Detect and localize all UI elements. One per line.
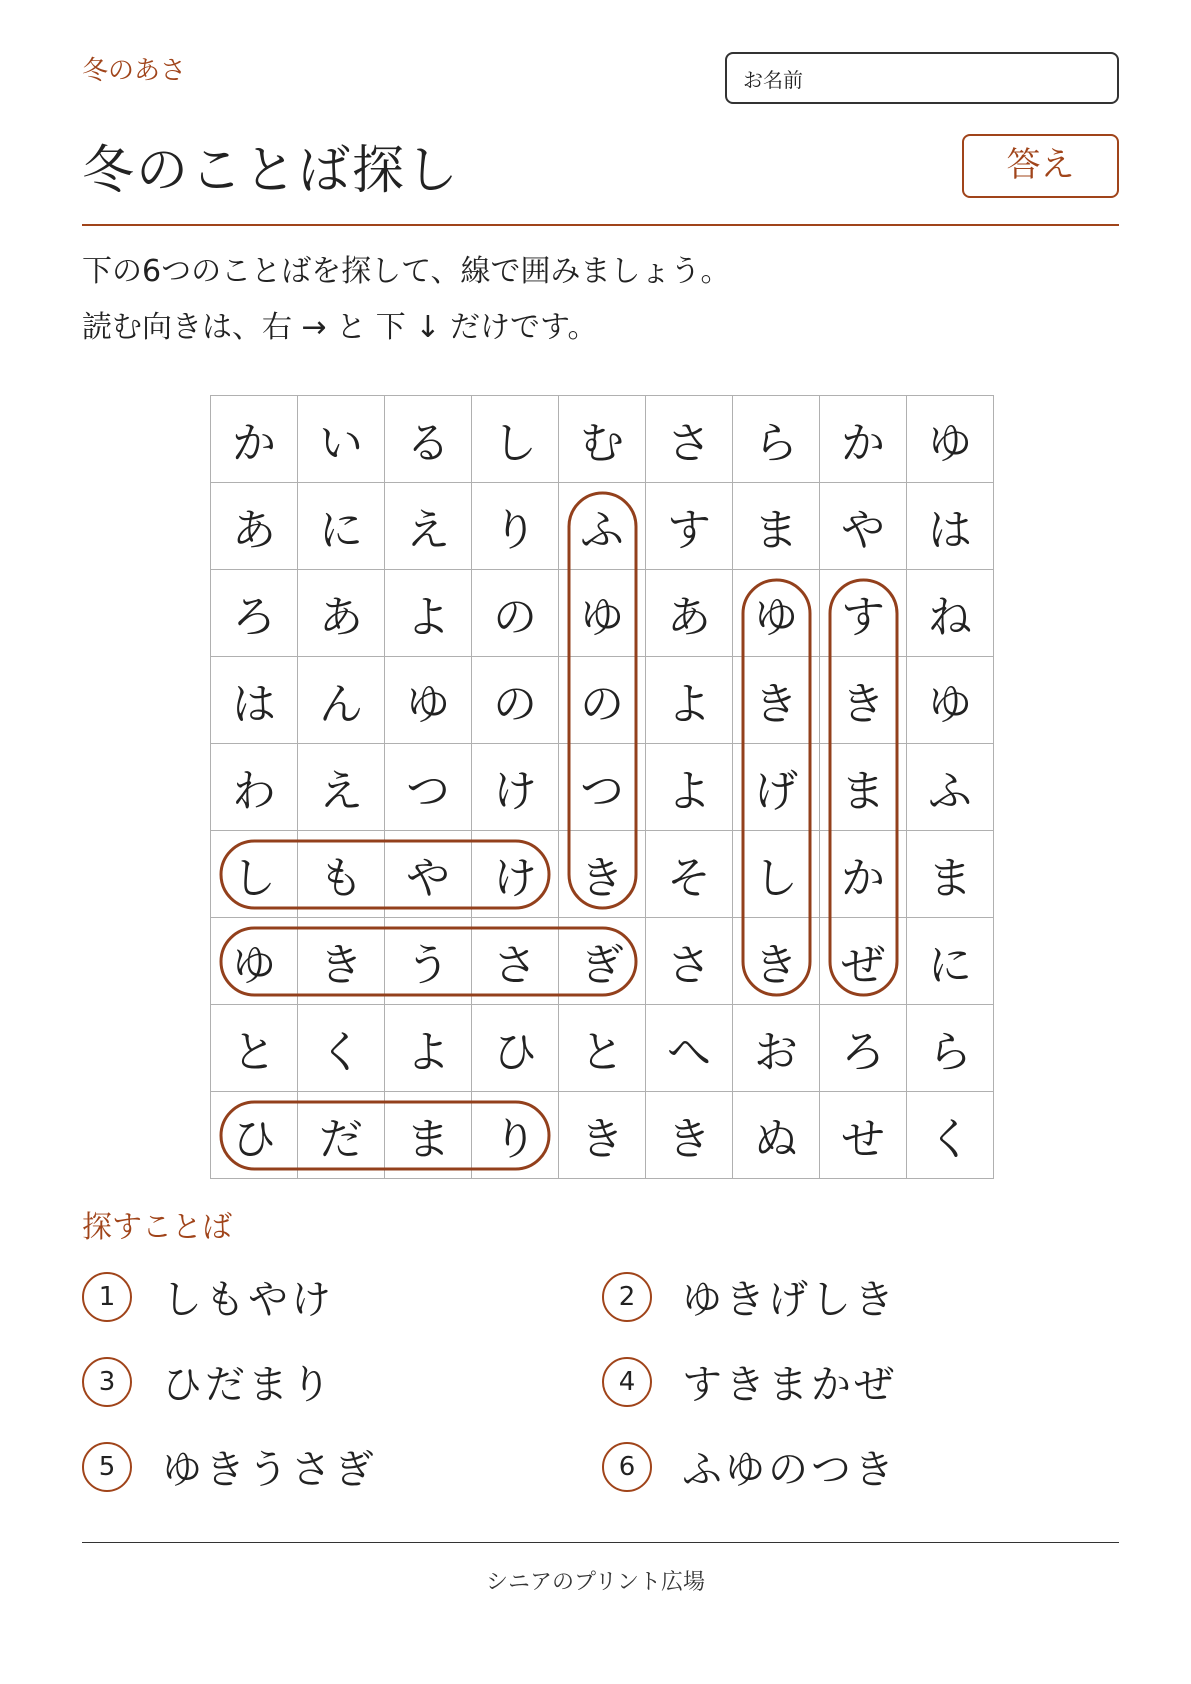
grid-cell: ゆ xyxy=(907,657,994,744)
footer-text: シニアのプリント広場 xyxy=(485,1570,706,1595)
grid-cell: き xyxy=(733,657,820,744)
grid-cell: さ xyxy=(646,918,733,1005)
number-circle: 3 xyxy=(82,1357,132,1407)
number-circle: 4 xyxy=(602,1357,652,1407)
grid-cell: き xyxy=(733,918,820,1005)
grid-cell: よ xyxy=(385,1005,472,1092)
grid-cell: ゆ xyxy=(907,396,994,483)
grid-cell: や xyxy=(385,831,472,918)
grid-cell: ろ xyxy=(820,1005,907,1092)
grid-cell: ま xyxy=(820,744,907,831)
word-text: ゆきうさぎ xyxy=(162,1447,377,1493)
grid-cell: き xyxy=(820,657,907,744)
page-subtitle: 冬のあさ xyxy=(82,56,187,86)
name-field-label: お名前 xyxy=(743,68,803,92)
grid-cell: さ xyxy=(472,918,559,1005)
grid-cell: し xyxy=(733,831,820,918)
instruction-line-1: 下の6つのことばを探して、線で囲みましょう。 xyxy=(82,254,731,289)
grid-cell: ん xyxy=(298,657,385,744)
grid-cell: わ xyxy=(211,744,298,831)
grid-cell: は xyxy=(907,483,994,570)
grid-cell: し xyxy=(472,396,559,483)
grid-cell: さ xyxy=(646,396,733,483)
grid-cell: け xyxy=(472,831,559,918)
grid-cell: ひ xyxy=(472,1005,559,1092)
grid-cell: だ xyxy=(298,1092,385,1179)
number-circle: 1 xyxy=(82,1272,132,1322)
grid-cell: や xyxy=(820,483,907,570)
grid-cell: く xyxy=(907,1092,994,1179)
grid-cell: ぬ xyxy=(733,1092,820,1179)
grid-cell: ひ xyxy=(211,1092,298,1179)
word-item xyxy=(82,1438,377,1495)
grid-cell: ろ xyxy=(211,570,298,657)
grid-cell: つ xyxy=(385,744,472,831)
word-item xyxy=(82,1268,334,1325)
grid-cell: ふ xyxy=(907,744,994,831)
grid-cell: け xyxy=(472,744,559,831)
word-text: ひだまり xyxy=(162,1362,334,1408)
grid-cell: し xyxy=(211,831,298,918)
grid-cell: と xyxy=(211,1005,298,1092)
grid-cell: え xyxy=(385,483,472,570)
grid-cell: あ xyxy=(298,570,385,657)
grid-cell: の xyxy=(472,570,559,657)
title-divider xyxy=(82,224,1119,226)
grid-cell: ら xyxy=(907,1005,994,1092)
grid-cell: に xyxy=(907,918,994,1005)
grid-cell: き xyxy=(298,918,385,1005)
number-circle: 6 xyxy=(602,1442,652,1492)
grid-cell: す xyxy=(646,483,733,570)
grid-cell: あ xyxy=(646,570,733,657)
grid-cell: り xyxy=(472,1092,559,1179)
grid-cell: お xyxy=(733,1005,820,1092)
grid-cell: よ xyxy=(646,744,733,831)
grid-cell: ゆ xyxy=(385,657,472,744)
word-text: すきまかぜ xyxy=(682,1362,897,1408)
grid-cell: せ xyxy=(820,1092,907,1179)
grid-cell: む xyxy=(559,396,646,483)
grid-cell: ぜ xyxy=(820,918,907,1005)
word-list-title: 探すことば xyxy=(82,1210,232,1245)
grid-cell: く xyxy=(298,1005,385,1092)
grid-cell: に xyxy=(298,483,385,570)
word-text: ふゆのつき xyxy=(682,1447,897,1493)
grid-cell: ま xyxy=(733,483,820,570)
grid-cell: げ xyxy=(733,744,820,831)
number-circle: 2 xyxy=(602,1272,652,1322)
grid-cell: よ xyxy=(646,657,733,744)
grid-cell: ら xyxy=(733,396,820,483)
puzzle-grid xyxy=(210,395,994,1179)
grid-cell: き xyxy=(559,831,646,918)
grid-cell: の xyxy=(472,657,559,744)
grid-cell: と xyxy=(559,1005,646,1092)
grid-cell: い xyxy=(298,396,385,483)
grid-cell: ゆ xyxy=(559,570,646,657)
word-item xyxy=(82,1353,334,1410)
grid-cell: よ xyxy=(385,570,472,657)
grid-cell: ま xyxy=(907,831,994,918)
grid-cell: え xyxy=(298,744,385,831)
number-circle: 5 xyxy=(82,1442,132,1492)
word-item xyxy=(602,1268,897,1325)
grid-cell: き xyxy=(559,1092,646,1179)
grid-cell: ふ xyxy=(559,483,646,570)
grid-cell: つ xyxy=(559,744,646,831)
grid-cell: ゆ xyxy=(733,570,820,657)
grid-cell: の xyxy=(559,657,646,744)
grid-cell: あ xyxy=(211,483,298,570)
name-field[interactable] xyxy=(725,52,1119,104)
answer-badge: 答え xyxy=(962,134,1119,198)
grid-cell: ね xyxy=(907,570,994,657)
grid-cell: も xyxy=(298,831,385,918)
word-item xyxy=(602,1353,897,1410)
grid-cell: る xyxy=(385,396,472,483)
grid-cell: す xyxy=(820,570,907,657)
grid-cell: か xyxy=(820,831,907,918)
grid-cell: う xyxy=(385,918,472,1005)
grid-cell: ぎ xyxy=(559,918,646,1005)
grid-cell: か xyxy=(820,396,907,483)
word-item xyxy=(602,1438,897,1495)
grid-cell: は xyxy=(211,657,298,744)
grid-cell: へ xyxy=(646,1005,733,1092)
grid-cell: ま xyxy=(385,1092,472,1179)
word-text: ゆきげしき xyxy=(682,1277,897,1323)
instructions xyxy=(82,244,731,356)
grid-cell: り xyxy=(472,483,559,570)
page-title: 冬のことば探し xyxy=(82,141,461,201)
grid-cell: き xyxy=(646,1092,733,1179)
instruction-line-2: 読む向きは、右 → と 下 ↓ だけです。 xyxy=(82,310,598,345)
word-text: しもやけ xyxy=(162,1277,334,1323)
grid-cell: そ xyxy=(646,831,733,918)
grid-cell: か xyxy=(211,396,298,483)
footer-divider xyxy=(82,1542,1119,1543)
grid-cell: ゆ xyxy=(211,918,298,1005)
